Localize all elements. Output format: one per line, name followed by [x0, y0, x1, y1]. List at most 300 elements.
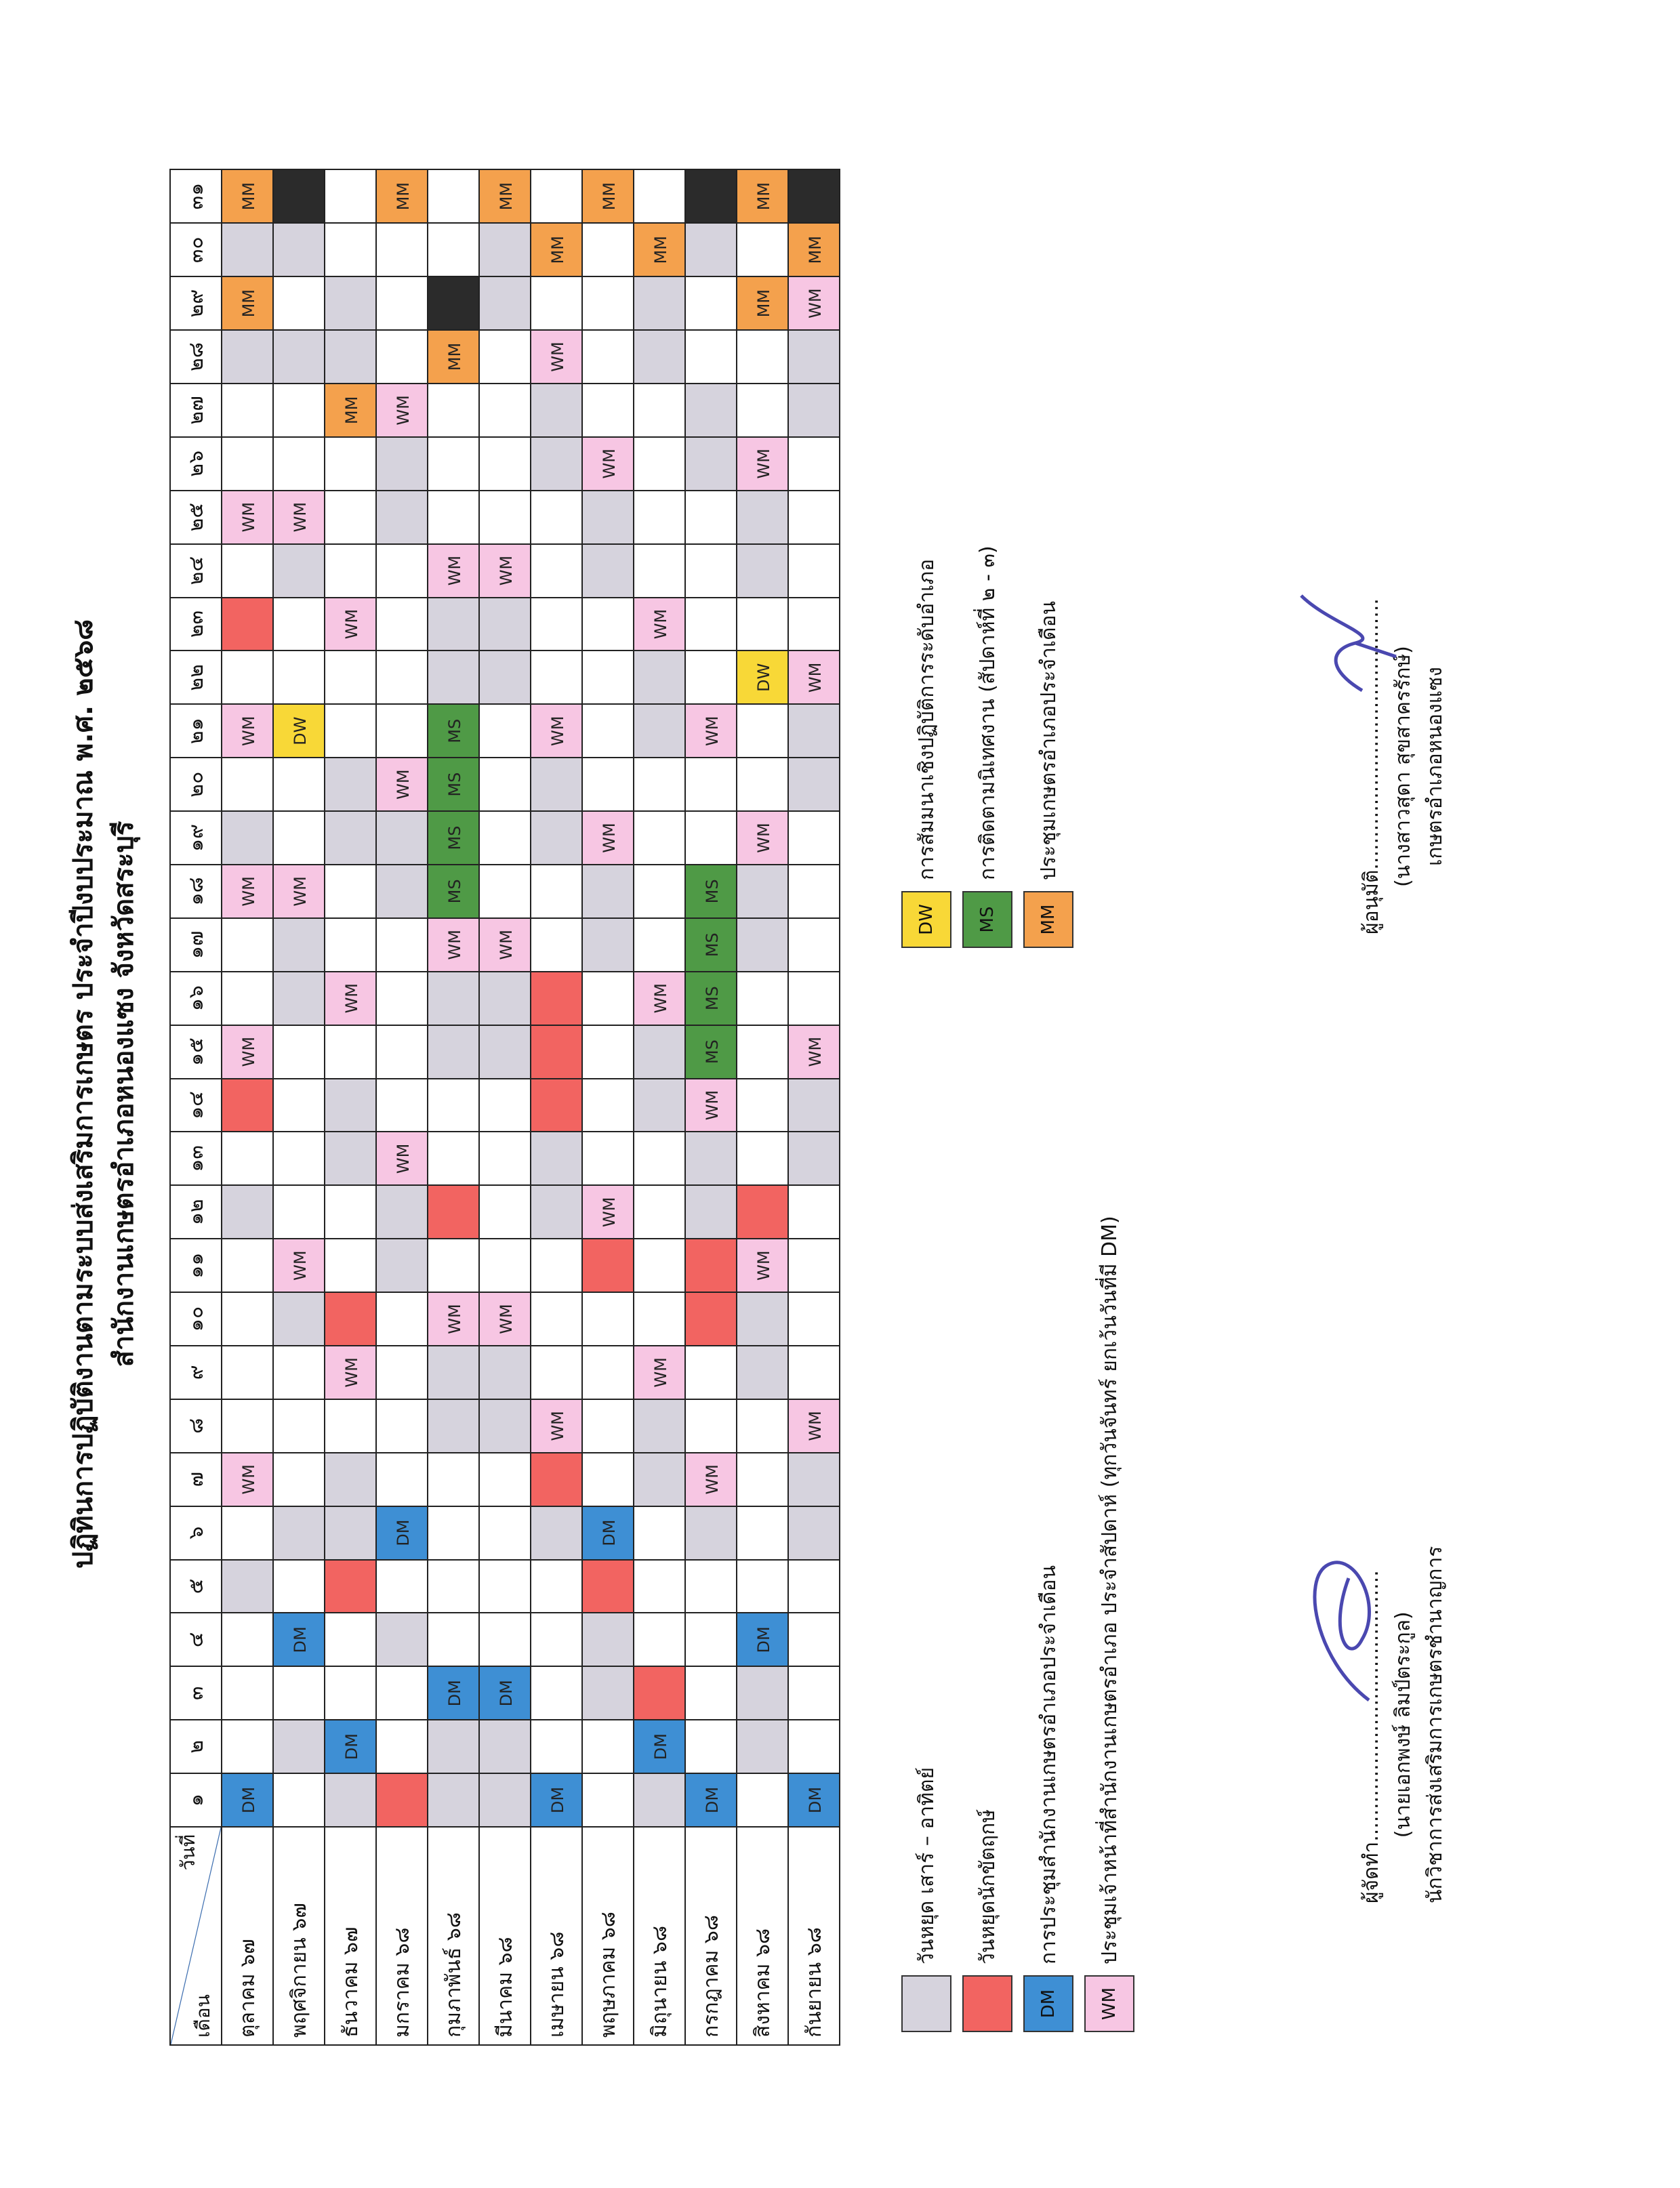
legend-label: การประชุมสำนักงานเกษตรอำเภอประจำเดือน — [1036, 1565, 1061, 1964]
empty-cell — [376, 276, 428, 330]
empty-cell — [479, 384, 531, 437]
corner-header — [170, 1827, 222, 2045]
empty-cell — [479, 330, 531, 384]
empty-cell — [222, 1613, 273, 1666]
month-axis-label: เดือน — [192, 1994, 214, 2038]
month-name: กุมภาพันธ์ ๖๘ — [428, 1827, 479, 2045]
empty-cell — [273, 811, 325, 865]
cell-code: WM — [496, 930, 516, 960]
wm-cell — [222, 491, 273, 544]
day-header: ๑๖ — [170, 972, 222, 1025]
empty-cell — [376, 1453, 428, 1506]
empty-cell — [582, 223, 634, 276]
cell-code: WM — [239, 876, 258, 907]
weekend-cell — [222, 223, 273, 276]
empty-cell — [634, 865, 685, 918]
cell-code: WM — [754, 823, 773, 853]
cell-code: DM — [702, 1786, 722, 1814]
cell-code: MM — [754, 182, 773, 211]
cell-code: WM — [805, 1411, 825, 1441]
empty-cell — [788, 972, 840, 1025]
empty-cell — [428, 437, 479, 491]
weekend-cell — [479, 651, 531, 704]
day-header: ๙ — [170, 1346, 222, 1399]
weekend-cell — [325, 1453, 376, 1506]
empty-cell — [531, 1560, 582, 1613]
weekend-cell — [376, 437, 428, 491]
month-name: พฤษภาคม ๖๘ — [582, 1827, 634, 2045]
weekend-cell — [376, 1613, 428, 1666]
cell-code: WM — [239, 1464, 258, 1495]
holiday-cell — [685, 1239, 737, 1292]
weekend-cell — [788, 1132, 840, 1185]
page-title: ปฏิทินการปฏิบัติงานตามระบบส่งเสริมการเกษตร ประจำปีงบประมาณ พ.ศ. ๒๕๖๘ — [68, 619, 99, 1569]
empty-cell — [737, 972, 788, 1025]
day-header: ๒๐ — [170, 758, 222, 811]
weekend-cell — [273, 918, 325, 972]
empty-cell — [582, 1399, 634, 1453]
cell-code: MM — [754, 289, 773, 318]
month-row — [685, 169, 737, 2045]
empty-cell — [273, 384, 325, 437]
empty-cell — [685, 811, 737, 865]
ms-cell — [685, 1025, 737, 1079]
empty-cell — [479, 1506, 531, 1560]
wm-cell — [479, 918, 531, 972]
mm-cell — [634, 223, 685, 276]
cell-code: DM — [342, 1733, 361, 1760]
empty-cell — [531, 1292, 582, 1346]
empty-cell — [582, 1025, 634, 1079]
day-header: ๑๑ — [170, 1239, 222, 1292]
holiday-cell — [582, 1560, 634, 1613]
empty-cell — [582, 384, 634, 437]
empty-cell — [222, 384, 273, 437]
empty-cell — [222, 651, 273, 704]
weekend-cell — [428, 1025, 479, 1079]
empty-cell — [634, 1613, 685, 1666]
dm-cell — [428, 1666, 479, 1720]
day-axis-label: วันที่ — [177, 1834, 199, 1871]
weekend-cell — [376, 1185, 428, 1239]
empty-cell — [685, 1720, 737, 1773]
empty-cell — [479, 811, 531, 865]
holiday-cell — [222, 1079, 273, 1132]
cell-code: DM — [754, 1626, 773, 1653]
empty-cell — [788, 598, 840, 651]
weekend-cell — [376, 1239, 428, 1292]
empty-cell — [273, 651, 325, 704]
empty-cell — [376, 1399, 428, 1453]
signature-left-position: นักวิชาการส่งเสริมการเกษตรชำนาญการ — [1423, 1546, 1447, 1903]
weekend-cell — [634, 651, 685, 704]
empty-cell — [788, 1346, 840, 1399]
empty-cell — [737, 384, 788, 437]
weekend-cell — [273, 1292, 325, 1346]
empty-cell — [376, 1720, 428, 1773]
empty-cell — [273, 1346, 325, 1399]
holiday-cell — [737, 1185, 788, 1239]
cell-code: WM — [239, 501, 258, 533]
month-row — [531, 169, 582, 2045]
weekend-cell — [479, 1720, 531, 1773]
legend-label: ประชุมเจ้าหน้าที่สำนักงานเกษตรอำเภอ ประจำสัปดาห์ (ทุกวันจันทร์ ยกเว้นวันที่มี DM) — [1097, 1216, 1122, 1964]
cell-code: MS — [702, 1039, 722, 1065]
empty-cell — [582, 1453, 634, 1506]
day-header: ๒๖ — [170, 437, 222, 491]
weekend-cell — [428, 972, 479, 1025]
month-name: สิงหาคม ๖๘ — [737, 1827, 788, 2045]
empty-cell — [634, 384, 685, 437]
empty-cell — [222, 1292, 273, 1346]
empty-cell — [428, 1506, 479, 1560]
empty-cell — [531, 918, 582, 972]
month-name: เมษายน ๖๘ — [531, 1827, 582, 2045]
month-row — [582, 169, 634, 2045]
wm-cell — [685, 1079, 737, 1132]
cell-code: WM — [599, 823, 619, 853]
signature-right-name: (นางสาวสุดา สุขสาครรักษ์) — [1391, 646, 1415, 887]
wm-cell — [634, 598, 685, 651]
empty-cell — [634, 544, 685, 598]
empty-cell — [582, 704, 634, 758]
mm-cell — [737, 169, 788, 223]
empty-cell — [273, 1025, 325, 1079]
empty-cell — [531, 1346, 582, 1399]
empty-cell — [273, 1666, 325, 1720]
cell-code: MM — [651, 236, 670, 264]
cell-code: MM — [239, 289, 258, 318]
weekend-cell — [325, 1132, 376, 1185]
empty-cell — [479, 437, 531, 491]
weekend-cell — [273, 223, 325, 276]
empty-cell — [479, 1185, 531, 1239]
empty-cell — [788, 1292, 840, 1346]
wm-cell — [428, 544, 479, 598]
wm-cell — [634, 1346, 685, 1399]
legend-item — [1084, 1216, 1134, 2032]
wm-cell — [582, 437, 634, 491]
empty-cell — [428, 223, 479, 276]
wm-cell — [634, 972, 685, 1025]
empty-cell — [376, 598, 428, 651]
empty-cell — [376, 1346, 428, 1399]
empty-cell — [222, 1132, 273, 1185]
empty-cell — [428, 1132, 479, 1185]
empty-cell — [222, 1506, 273, 1560]
holiday-cell — [325, 1292, 376, 1346]
weekend-cell — [531, 1132, 582, 1185]
empty-cell — [737, 1773, 788, 1827]
empty-cell — [685, 651, 737, 704]
legend-swatch: MS — [962, 891, 1012, 948]
day-header: ๒๓ — [170, 598, 222, 651]
legend-label: วันหยุด เสาร์ – อาทิตย์ — [914, 1767, 939, 1964]
empty-cell — [273, 1399, 325, 1453]
cell-code: WM — [702, 1464, 722, 1495]
legend-label: การสัมมนาเชิงปฏิบัติการระดับอำเภอ — [914, 558, 939, 880]
empty-cell — [531, 276, 582, 330]
empty-cell — [737, 223, 788, 276]
empty-cell — [273, 758, 325, 811]
blocked-cell — [685, 169, 737, 223]
signature-right-scrawl — [1288, 575, 1403, 711]
weekend-cell — [737, 918, 788, 972]
empty-cell — [685, 276, 737, 330]
empty-cell — [376, 330, 428, 384]
wm-cell — [685, 1453, 737, 1506]
empty-cell — [325, 223, 376, 276]
empty-cell — [634, 169, 685, 223]
cell-code: DM — [239, 1786, 258, 1814]
empty-cell — [634, 758, 685, 811]
empty-cell — [737, 598, 788, 651]
header-row — [170, 169, 222, 2045]
cell-code: WM — [393, 395, 413, 426]
empty-cell — [325, 1239, 376, 1292]
weekend-cell — [428, 1346, 479, 1399]
cell-code: MM — [239, 182, 258, 211]
cell-code: WM — [599, 449, 619, 479]
weekend-cell — [479, 1399, 531, 1453]
day-header: ๑๔ — [170, 1079, 222, 1132]
weekend-cell — [479, 1025, 531, 1079]
empty-cell — [582, 1132, 634, 1185]
wm-cell — [273, 865, 325, 918]
day-header: ๒ — [170, 1720, 222, 1773]
wm-cell — [788, 276, 840, 330]
empty-cell — [325, 918, 376, 972]
empty-cell — [582, 1720, 634, 1773]
empty-cell — [273, 1560, 325, 1613]
empty-cell — [428, 1613, 479, 1666]
month-name: พฤศจิกายน ๖๗ — [273, 1827, 325, 2045]
weekend-cell — [634, 704, 685, 758]
cell-code: WM — [290, 1250, 310, 1281]
empty-cell — [325, 1666, 376, 1720]
day-header: ๒๘ — [170, 330, 222, 384]
dw-cell — [737, 651, 788, 704]
dm-cell — [634, 1720, 685, 1773]
weekend-cell — [685, 223, 737, 276]
empty-cell — [634, 1560, 685, 1613]
holiday-cell — [634, 1666, 685, 1720]
weekend-cell — [325, 1079, 376, 1132]
cell-code: WM — [548, 1411, 567, 1441]
empty-cell — [222, 544, 273, 598]
legend-item — [1023, 601, 1073, 948]
weekend-cell — [582, 1666, 634, 1720]
empty-cell — [582, 1079, 634, 1132]
cell-code: WM — [702, 1090, 722, 1121]
empty-cell — [582, 1346, 634, 1399]
empty-cell — [634, 1185, 685, 1239]
mm-cell — [582, 169, 634, 223]
weekend-cell — [582, 918, 634, 972]
month-name: มิถุนายน ๖๘ — [634, 1827, 685, 2045]
month-row — [737, 169, 788, 2045]
cell-code: MM — [445, 342, 464, 371]
empty-cell — [428, 1239, 479, 1292]
cell-code: MM — [393, 182, 413, 211]
signature-left-dots: .......................................... — [1359, 1570, 1383, 1842]
month-name: ตุลาคม ๖๗ — [222, 1827, 273, 2045]
weekend-cell — [428, 1773, 479, 1827]
dw-cell — [273, 704, 325, 758]
day-header: ๑๕ — [170, 1025, 222, 1079]
wm-cell — [428, 1292, 479, 1346]
day-header: ๑๒ — [170, 1185, 222, 1239]
cell-code: WM — [702, 716, 722, 746]
mm-cell — [788, 223, 840, 276]
month-row — [634, 169, 685, 2045]
empty-cell — [325, 865, 376, 918]
empty-cell — [737, 1132, 788, 1185]
holiday-cell — [685, 1292, 737, 1346]
wm-cell — [531, 704, 582, 758]
weekend-cell — [531, 437, 582, 491]
weekend-cell — [531, 1185, 582, 1239]
wm-cell — [325, 1346, 376, 1399]
holiday-cell — [325, 1560, 376, 1613]
cell-code: DM — [393, 1519, 413, 1546]
empty-cell — [428, 169, 479, 223]
weekend-cell — [479, 223, 531, 276]
empty-cell — [479, 491, 531, 544]
dm-cell — [737, 1613, 788, 1666]
month-row — [788, 169, 840, 2045]
wm-cell — [737, 811, 788, 865]
cell-code: WM — [548, 716, 567, 746]
weekend-cell — [788, 1453, 840, 1506]
empty-cell — [685, 758, 737, 811]
empty-cell — [788, 918, 840, 972]
legend-swatch — [962, 1975, 1012, 2032]
mm-cell — [222, 169, 273, 223]
wm-cell — [685, 704, 737, 758]
weekend-cell — [531, 1506, 582, 1560]
empty-cell — [325, 1613, 376, 1666]
cell-code: WM — [393, 769, 413, 800]
month-name: กรกฎาคม ๖๘ — [685, 1827, 737, 2045]
weekend-cell — [479, 598, 531, 651]
month-name: ธันวาคม ๖๗ — [325, 1827, 376, 2045]
weekend-cell — [325, 811, 376, 865]
day-header: ๓ — [170, 1666, 222, 1720]
empty-cell — [376, 704, 428, 758]
weekend-cell — [222, 330, 273, 384]
wm-cell — [273, 491, 325, 544]
wm-cell — [788, 651, 840, 704]
empty-cell — [737, 1399, 788, 1453]
month-row — [428, 169, 479, 2045]
weekend-cell — [325, 330, 376, 384]
cell-code: MM — [496, 182, 516, 211]
empty-cell — [582, 758, 634, 811]
weekend-cell — [479, 972, 531, 1025]
weekend-cell — [737, 865, 788, 918]
empty-cell — [788, 811, 840, 865]
empty-cell — [737, 330, 788, 384]
cell-code: WM — [805, 662, 825, 693]
empty-cell — [737, 1079, 788, 1132]
weekend-cell — [582, 491, 634, 544]
empty-cell — [737, 1560, 788, 1613]
holiday-cell — [531, 1025, 582, 1079]
mm-cell — [737, 276, 788, 330]
cell-code: MS — [445, 825, 464, 850]
day-header: ๒๔ — [170, 544, 222, 598]
empty-cell — [685, 1346, 737, 1399]
mm-cell — [222, 276, 273, 330]
empty-cell — [582, 651, 634, 704]
wm-cell — [737, 1239, 788, 1292]
empty-cell — [376, 1560, 428, 1613]
legend-swatch: MM — [1023, 891, 1073, 948]
empty-cell — [325, 437, 376, 491]
empty-cell — [325, 1399, 376, 1453]
month-row — [376, 169, 428, 2045]
weekend-cell — [428, 598, 479, 651]
mm-cell — [325, 384, 376, 437]
dm-cell — [788, 1773, 840, 1827]
empty-cell — [737, 704, 788, 758]
empty-cell — [376, 1079, 428, 1132]
cell-code: DM — [445, 1680, 464, 1707]
dm-cell — [582, 1506, 634, 1560]
empty-cell — [685, 1399, 737, 1453]
weekend-cell — [788, 384, 840, 437]
empty-cell — [273, 598, 325, 651]
day-header: ๘ — [170, 1399, 222, 1453]
empty-cell — [788, 1720, 840, 1773]
cell-code: WM — [342, 983, 361, 1014]
cell-code: WM — [599, 1197, 619, 1227]
empty-cell — [222, 918, 273, 972]
legend-swatch — [901, 1975, 951, 2032]
cell-code: DM — [496, 1680, 516, 1707]
day-header: ๒๕ — [170, 491, 222, 544]
weekend-cell — [737, 1720, 788, 1773]
cell-code: MM — [342, 396, 361, 425]
day-header: ๑๗ — [170, 918, 222, 972]
cell-code: WM — [393, 1143, 413, 1174]
empty-cell — [222, 758, 273, 811]
weekend-cell — [273, 1506, 325, 1560]
cell-code: WM — [651, 983, 670, 1014]
holiday-cell — [531, 972, 582, 1025]
month-row — [222, 169, 273, 2045]
weekend-cell — [479, 1346, 531, 1399]
cell-code: WM — [290, 501, 310, 533]
empty-cell — [325, 1025, 376, 1079]
day-header: ๒๗ — [170, 384, 222, 437]
month-name: กันยายน ๖๘ — [788, 1827, 840, 2045]
signature-right-dots: .......................................... — [1359, 598, 1383, 870]
cell-code: DM — [599, 1519, 619, 1546]
signature-left-role: ผู้จัดทำ — [1359, 1841, 1383, 1903]
day-header: ๒๑ — [170, 704, 222, 758]
empty-cell — [531, 169, 582, 223]
day-header: ๑๘ — [170, 865, 222, 918]
weekend-cell — [788, 704, 840, 758]
empty-cell — [428, 1560, 479, 1613]
empty-cell — [737, 758, 788, 811]
wm-cell — [376, 384, 428, 437]
cell-code: MS — [702, 879, 722, 904]
cell-code: MM — [548, 236, 567, 264]
day-header: ๓๐ — [170, 223, 222, 276]
